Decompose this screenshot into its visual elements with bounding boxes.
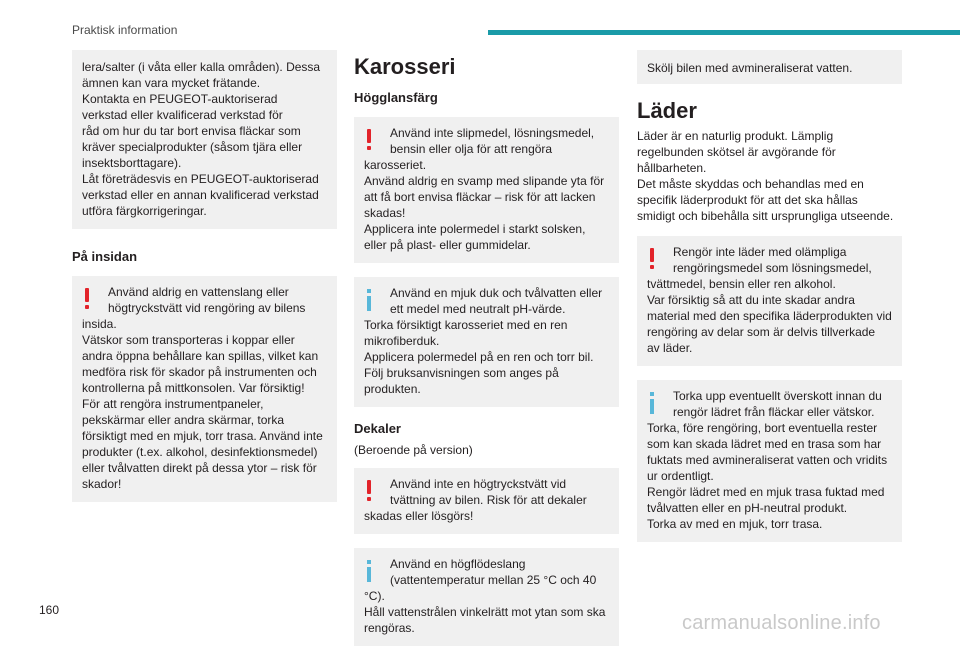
text-line: utföra färgkorrigeringar. xyxy=(82,204,207,218)
text-line: Vätskor som transporteras i koppar eller xyxy=(82,333,295,347)
info-box-leather xyxy=(637,380,902,542)
text-line: Det måste skyddas och behandlas med en xyxy=(637,177,864,191)
text-line: ett medel med neutralt pH-värde. xyxy=(390,302,566,316)
text-line: Rengör lädret med en mjuk trasa fuktad med xyxy=(647,485,885,499)
text-line: försiktigt med en mjuk, torr trasa. Använd inte xyxy=(82,429,323,443)
section-title-leather: Läder xyxy=(637,98,697,123)
text-line: kontrollerna på mittkonsolen. Var försiktig! xyxy=(82,381,305,395)
warning-text-rest xyxy=(364,157,609,253)
info-icon xyxy=(650,392,655,414)
warning-text-rest xyxy=(647,276,892,356)
column-left xyxy=(72,50,337,516)
text-line: För att rengöra instrumentpaneler, xyxy=(82,397,264,411)
text-line: Håll vattenstrålen vinkelrätt mot ytan som ska xyxy=(364,605,606,619)
text-line: tvättning av bilen. Risk för att dekaler xyxy=(390,493,587,507)
info-box-gloss xyxy=(354,277,619,407)
text-line: (vattentemperatur mellan 25 °C och 40 xyxy=(390,573,597,587)
text-line: Rengör inte läder med olämpliga xyxy=(673,245,847,259)
text-line: eller tvålvatten direkt på dessa ytor – risk för xyxy=(82,461,317,475)
text-line: Använd aldrig en svamp med slipande yta för xyxy=(364,174,605,188)
info-text-first xyxy=(364,285,609,317)
text-line: som kan skada lädret med en trasa som har xyxy=(647,437,882,451)
text-line: produkter (t.ex. alkohol, desinfektionsmedel) xyxy=(82,445,318,459)
text-line: ämnen kan vara mycket frätande. xyxy=(82,76,261,90)
watermark: carmanualsonline.info xyxy=(682,612,881,634)
column-right xyxy=(637,50,902,556)
text-line: Använd inte en högtryckstvätt vid xyxy=(390,477,567,491)
text-line: andra öppna behållare kan spillas, vilket kan xyxy=(82,349,319,363)
text-line: högtryckstvätt vid rengöring av bilens xyxy=(108,301,306,315)
warning-icon xyxy=(367,480,372,502)
text-line: Följ bruksanvisningen som anges på xyxy=(364,366,559,380)
text-line: insektsborttagare). xyxy=(82,156,182,170)
warning-box-decals xyxy=(354,468,619,534)
column-middle xyxy=(354,50,619,660)
text-line: skadas eller lösgörs! xyxy=(364,509,474,523)
text-line: pekskärmar eller andra skärmar, torka xyxy=(82,413,285,427)
text-line: skadas! xyxy=(364,206,406,220)
text-line: lera/salter (i våta eller kalla områden). Dessa xyxy=(82,60,321,74)
text-line: Torka upp eventuellt överskott innan du xyxy=(673,389,882,403)
text-line: Använd en högflödeslang xyxy=(390,557,526,571)
warning-text-first xyxy=(364,125,609,157)
text-line: tvålvatten eller en pH-neutral produkt. xyxy=(647,501,848,515)
text-line: Var försiktig så att du inte skadar andra xyxy=(647,293,855,307)
rinse-text: Skölj bilen med avmineraliserat vatten. xyxy=(647,61,853,75)
info-icon xyxy=(367,289,372,311)
section-title-karosseri: Karosseri xyxy=(354,54,456,79)
text-line: mikrofiberduk. xyxy=(364,334,440,348)
text-line: rengör lädret från fläckar eller vätskor. xyxy=(673,405,875,419)
info-text-first xyxy=(364,556,609,588)
text-line: regelbunden skötsel är avgörande för xyxy=(637,145,836,159)
text-line: Torka, före rengöring, bort eventuella rester xyxy=(647,421,878,435)
warning-text-rest xyxy=(82,316,327,492)
warning-icon xyxy=(85,288,90,310)
info-text-rest xyxy=(647,420,892,532)
rinse-box xyxy=(637,50,902,84)
heading-gloss-paint: Högglansfärg xyxy=(354,90,438,105)
text-line: Använd en mjuk duk och tvålvatten eller xyxy=(390,286,603,300)
text-line: ur ordentligt. xyxy=(647,469,714,483)
text-line: Applicera polermedel på en ren och torr bil. xyxy=(364,350,594,364)
warning-icon xyxy=(650,248,655,270)
info-box-decals xyxy=(354,548,619,646)
text-line: eller på plast- eller gummidelar. xyxy=(364,238,531,252)
text-line: Använd aldrig en vattenslang eller xyxy=(108,285,289,299)
notice-box-paint xyxy=(72,50,337,229)
text-line: skador! xyxy=(82,477,122,491)
text-line: material med den specifika läderprodukten vid xyxy=(647,309,892,323)
text-line: Läder är en naturlig produkt. Lämplig xyxy=(637,129,834,143)
page-number: 160 xyxy=(39,603,60,617)
text-line: Torka av med en mjuk, torr trasa. xyxy=(647,517,823,531)
text-line: smidigt och bibehålla sitt ursprungliga utseende. xyxy=(637,209,894,223)
heading-decals: Dekaler xyxy=(354,421,401,436)
text-line: kräver specialprodukter (såsom tjära eller xyxy=(82,140,303,154)
text-line: insida. xyxy=(82,317,117,331)
text-line: rengöringsmedel som lösningsmedel, xyxy=(673,261,872,275)
box-text xyxy=(82,59,327,219)
text-line: verkstad eller kvalificerad verkstad för xyxy=(82,108,283,122)
text-line: verkstad eller en annan kvalificerad verkstad xyxy=(82,188,319,202)
text-line: hållbarheten. xyxy=(637,161,707,175)
info-text-first xyxy=(647,388,892,420)
text-line: rengöring av delar som är delvis tillverkade xyxy=(647,325,876,339)
text-line: specifik läderprodukt för att det ska hållas xyxy=(637,193,858,207)
warning-box-leather xyxy=(637,236,902,366)
warning-icon xyxy=(367,129,372,151)
warning-box-interior xyxy=(72,276,337,502)
text-line: tvättmedel, bensin eller ren alkohol. xyxy=(647,277,836,291)
warning-box-gloss xyxy=(354,117,619,263)
info-text-rest xyxy=(364,588,609,636)
header-accent-bar xyxy=(488,30,960,35)
info-text-rest xyxy=(364,317,609,397)
heading-inside: På insidan xyxy=(72,249,138,264)
warning-text-first xyxy=(364,476,609,508)
text-line: °C). xyxy=(364,589,385,603)
text-line: karosseriet. xyxy=(364,158,427,172)
text-line: råd om hur du tar bort envisa fläckar som xyxy=(82,124,301,138)
text-line: att få bort envisa fläckar – risk för att lacken xyxy=(364,190,596,204)
text-line: Torka försiktigt karosseriet med en ren xyxy=(364,318,568,332)
text-line: Använd inte slipmedel, lösningsmedel, xyxy=(390,126,595,140)
text-line: av läder. xyxy=(647,341,693,355)
text-line: Kontakta en PEUGEOT-auktoriserad xyxy=(82,92,278,106)
warning-text-first xyxy=(647,244,892,276)
text-line: rengöras. xyxy=(364,621,415,635)
warning-text-first xyxy=(82,284,327,316)
text-line: produkten. xyxy=(364,382,421,396)
leather-intro xyxy=(637,128,902,224)
warning-text-rest xyxy=(364,508,609,524)
info-icon xyxy=(367,560,372,582)
text-line: bensin eller olja för att rengöra xyxy=(390,142,553,156)
text-line: medföra risk för skador på instrumenten och xyxy=(82,365,317,379)
text-line: Applicera inte polermedel i starkt solsken, xyxy=(364,222,586,236)
header-title: Praktisk information xyxy=(72,23,178,37)
text-line: fuktats med avmineraliserat vatten och vridits xyxy=(647,453,888,467)
text-line: Låt företrädesvis en PEUGEOT-auktoriserad xyxy=(82,172,319,186)
decals-version-note: (Beroende på version) xyxy=(354,443,473,457)
